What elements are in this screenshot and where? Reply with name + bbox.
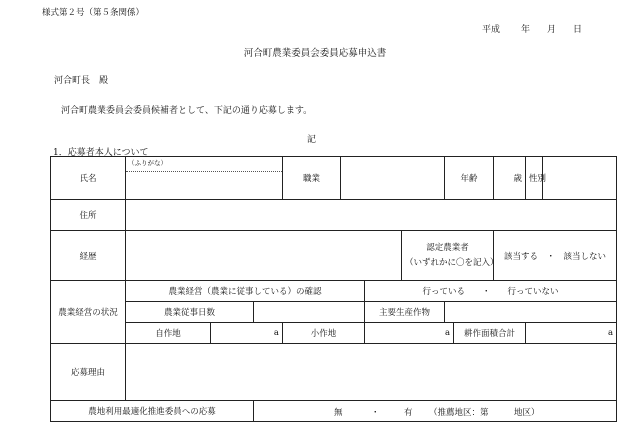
addressee: 河合町長 殿 (54, 76, 109, 86)
work-days-label: 農業従事日数 (126, 302, 254, 323)
promoter-label: 農地利用最適化推進委員への応募 (51, 401, 254, 422)
date-year: 年 (521, 25, 531, 35)
furigana-field[interactable] (126, 157, 282, 172)
age-label: 年齢 (445, 157, 494, 200)
furigana-label: （ふりがな） (128, 159, 167, 167)
date-era: 平成 (482, 25, 501, 35)
name-field[interactable] (126, 157, 283, 200)
career-label: 経歴 (51, 231, 126, 281)
total-land-unit: a (607, 328, 614, 338)
occupation-field[interactable] (341, 157, 445, 200)
age-field[interactable] (494, 157, 526, 200)
document-title: 河合町農業委員会委員応募申込書 (243, 48, 387, 59)
own-land-unit: a (273, 328, 279, 338)
occupation-label: 職業 (283, 157, 341, 200)
certified-farmer-options[interactable]: 該当する ・ 該当しない (494, 231, 617, 281)
own-land-field[interactable] (211, 323, 283, 344)
farming-options[interactable]: 行っている ・ 行っていない (365, 281, 617, 302)
name-label: 氏名 (51, 157, 126, 200)
farming-status-label: 農業経営の状況 (51, 281, 126, 344)
reason-field[interactable] (126, 344, 617, 401)
certified-farmer-title: 認定農業者 (426, 242, 469, 253)
application-form-table (50, 156, 617, 422)
total-land-label: 耕作面積合計 (454, 323, 526, 344)
promoter-options[interactable] (254, 401, 617, 422)
main-crop-label: 主要生産作物 (365, 302, 445, 323)
address-label: 住所 (51, 200, 126, 231)
ki-marker: 記 (307, 135, 317, 145)
own-land-label: 自作地 (126, 323, 211, 344)
certified-farmer-label (402, 231, 499, 281)
address-field[interactable] (126, 200, 617, 231)
tenant-land-unit: a (444, 328, 451, 338)
intro-text: 河合町農業委員会委員候補者として、下記の通り応募します。 (61, 106, 313, 116)
work-days-field[interactable] (254, 302, 365, 323)
date-day: 日 (573, 25, 583, 35)
promoter-dot: ・ (371, 408, 380, 418)
date-month: 月 (547, 25, 557, 35)
main-crop-field[interactable] (445, 302, 617, 323)
promoter-yes: 有 (404, 408, 413, 418)
form-number: 様式第２号（第５条関係） (42, 8, 145, 18)
reason-label: 応募理由 (51, 344, 126, 401)
tenant-land-field[interactable] (365, 323, 454, 344)
career-field[interactable] (126, 231, 402, 281)
tenant-land-label: 小作地 (283, 323, 365, 344)
age-unit: 歳 (513, 174, 523, 184)
farming-confirm-label: 農業経営（農業に従事している）の確認 (126, 281, 365, 302)
section-heading: 1．応募者本人について (53, 148, 149, 158)
total-land-field[interactable] (526, 323, 617, 344)
promoter-no: 無 (334, 408, 343, 418)
gender-field[interactable] (543, 157, 617, 200)
promoter-district: （推薦地区：第 地区） (429, 408, 540, 418)
certified-farmer-note: （いずれかに〇を記入） (405, 257, 499, 268)
gender-label: 性別 (526, 157, 543, 200)
